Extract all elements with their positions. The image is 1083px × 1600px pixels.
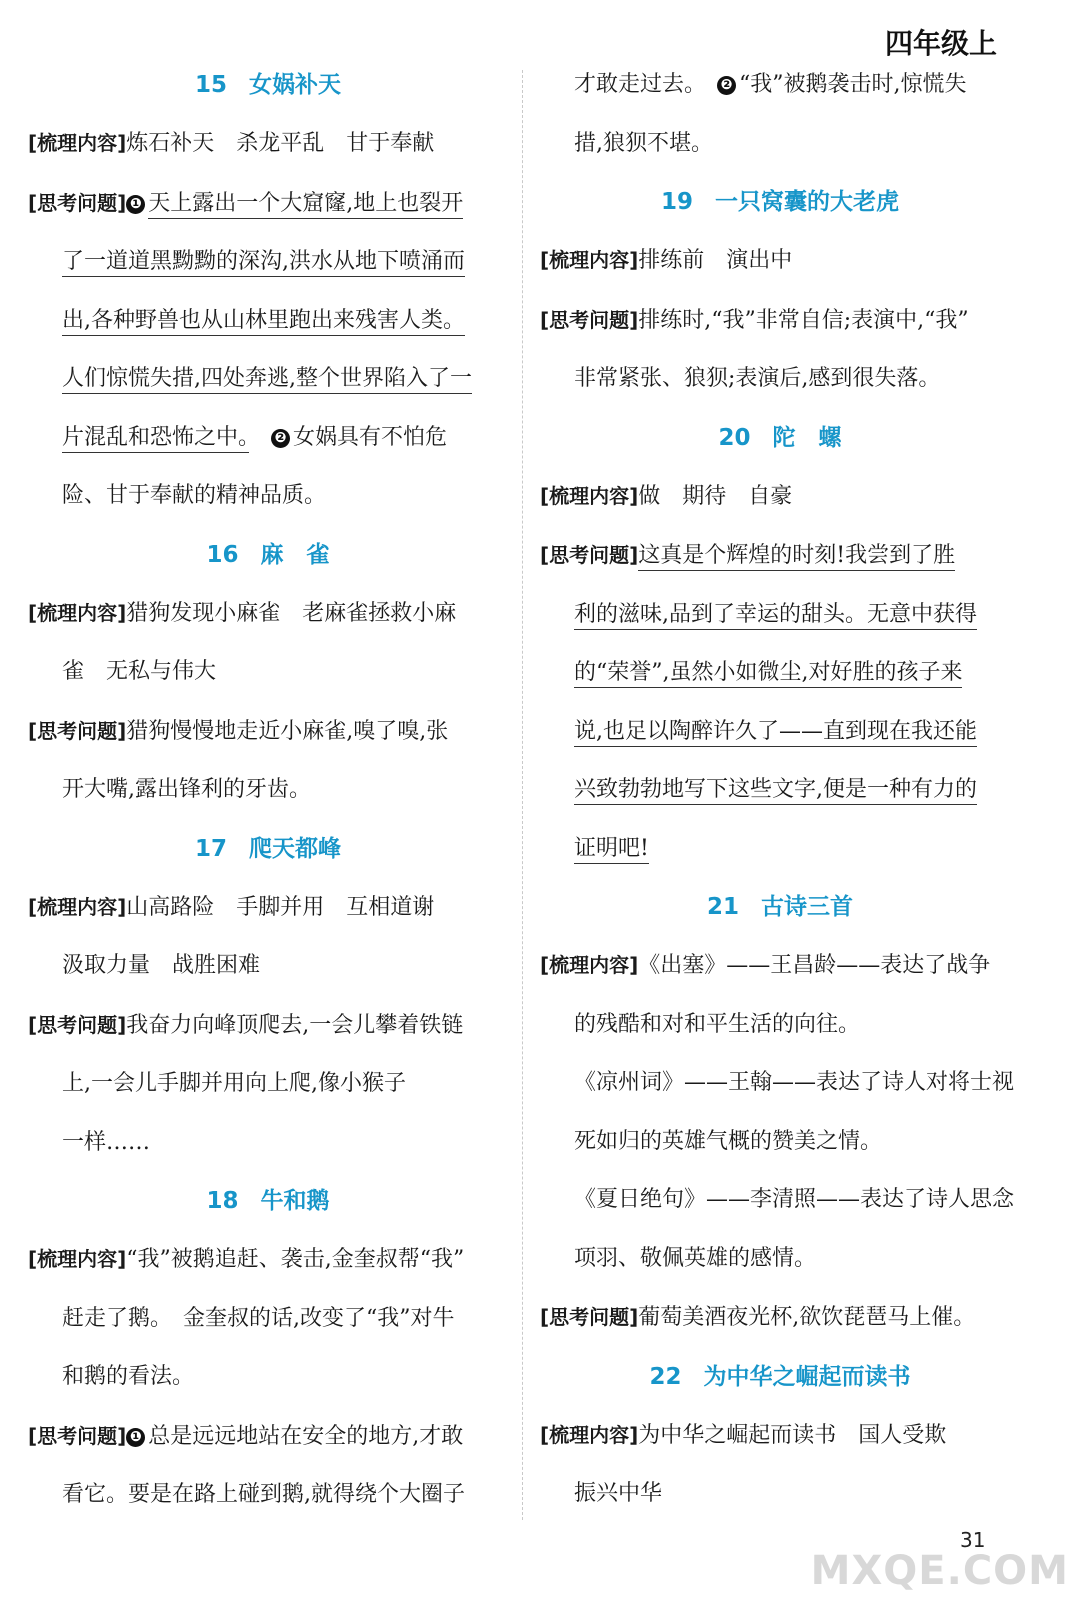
- underlined-answer: 证明吧!: [574, 836, 649, 864]
- right-column: [540, 56, 1020, 1524]
- lesson-number: 15: [194, 72, 227, 98]
- page-number: 31: [960, 1528, 986, 1552]
- underlined-answer: 说,也足以陶醉许久了——直到现在我还能: [574, 719, 977, 747]
- lesson-number: 22: [649, 1363, 682, 1390]
- left-column: [28, 56, 508, 1525]
- underlined-answer: 这真是个辉煌的时刻!我尝到了胜: [638, 543, 955, 571]
- number-2-marker: ❷: [271, 429, 290, 448]
- lesson-16-title: [28, 526, 508, 584]
- content-text: 汲取力量 战胜困难: [62, 953, 261, 978]
- answer-text: 开大嘴,露出锋利的牙齿。: [62, 777, 311, 802]
- question-label: [思考问题]: [540, 307, 639, 332]
- underlined-answer: 的“荣誉”,虽然小如微尘,对好胜的孩子来: [574, 660, 962, 688]
- question-label: [思考问题]: [28, 1012, 127, 1037]
- content-label: [梳理内容]: [540, 1422, 639, 1447]
- underlined-answer: 利的滋味,品到了幸运的甜头。无意中获得: [574, 602, 977, 630]
- answer-text: 看它。要是在路上碰到鹅,就得绕个大圈子: [62, 1482, 465, 1507]
- content-text: 死如归的英雄气概的赞美之情。: [574, 1128, 883, 1154]
- content-text: 山高路险 手脚并用 互相道谢: [126, 894, 435, 920]
- lesson-name: 为中华之崛起而读书: [703, 1363, 911, 1390]
- lesson-name: 古诗三首: [761, 894, 853, 920]
- number-1-marker: ❶: [126, 195, 145, 214]
- answer-text: 非常紧张、狼狈;表演后,感到很失落。: [574, 366, 941, 391]
- content-text: 《出塞》——王昌龄——表达了战争: [638, 953, 991, 978]
- content-label: [梳理内容]: [28, 600, 127, 625]
- content-text: 的残酷和对和平生活的向往。: [574, 1011, 861, 1037]
- content-text: 项羽、敬佩英雄的感情。: [574, 1245, 817, 1271]
- lesson-18-question-continued: [540, 56, 1020, 173]
- answer-text: 总是远远地站在安全的地方,才敢: [148, 1423, 464, 1449]
- content-text: 《夏日绝句》——李清照——表达了诗人思念: [574, 1187, 1015, 1212]
- question-label: [思考问题]: [28, 718, 127, 743]
- lesson-18-content: [28, 1230, 508, 1407]
- answer-text: 险、甘于奉献的精神品质。: [62, 483, 327, 508]
- lesson-21-content: [540, 936, 1020, 1288]
- lesson-17-question: [28, 996, 508, 1173]
- number-2-marker: ❷: [717, 76, 736, 95]
- underlined-answer: 天上露出一个大窟窿,地上也裂开: [148, 191, 463, 219]
- lesson-16-content: [28, 584, 508, 702]
- underlined-answer: 人们惊慌失措,四处奔逃,整个世界陷入了一: [62, 366, 472, 394]
- lesson-number: 21: [706, 894, 739, 920]
- underlined-answer: 兴致勃勃地写下这些文字,便是一种有力的: [574, 777, 977, 805]
- lesson-21-title: [540, 878, 1020, 936]
- lesson-number: 20: [718, 424, 751, 451]
- lesson-20-content: [540, 467, 1020, 527]
- watermark: MXQE.COM: [810, 1548, 1069, 1594]
- lesson-21-question: [540, 1288, 1020, 1348]
- question-label: [思考问题]: [540, 543, 639, 567]
- number-1-marker: ❶: [126, 1428, 145, 1447]
- content-label: [梳理内容]: [540, 248, 639, 272]
- lesson-name: 牛和鹅: [260, 1188, 330, 1214]
- lesson-18-title: [28, 1172, 508, 1230]
- lesson-number: 17: [194, 835, 227, 862]
- column-divider: [522, 70, 523, 1520]
- content-text: 排练前 演出中: [638, 248, 793, 273]
- content-text: 猎狗发现小麻雀 老麻雀拯救小麻: [126, 600, 457, 626]
- lesson-16-question: [28, 702, 508, 820]
- lesson-name: 麻 雀: [260, 541, 330, 568]
- content-label: [梳理内容]: [540, 953, 639, 977]
- underlined-answer: 片混乱和恐怖之中。: [62, 425, 249, 453]
- content-label: [梳理内容]: [28, 1247, 127, 1271]
- lesson-number: 19: [660, 189, 693, 215]
- content-text: 《凉州词》——王翰——表达了诗人对将士视: [574, 1070, 1015, 1095]
- lesson-22-title: [540, 1348, 1020, 1406]
- lesson-22-content: [540, 1406, 1020, 1524]
- lesson-20-title: [540, 409, 1020, 467]
- content-label: [梳理内容]: [28, 894, 127, 919]
- content-label: [梳理内容]: [540, 483, 639, 508]
- content-text: 赶走了鹅。 金奎叔的话,改变了“我”对牛: [62, 1305, 455, 1331]
- lesson-19-title: [540, 173, 1020, 231]
- lesson-15-content: [28, 114, 508, 174]
- lesson-number: 16: [206, 541, 239, 568]
- lesson-20-question: [540, 526, 1020, 878]
- content-text: 振兴中华: [574, 1481, 663, 1506]
- content-text: “我”被鹅追赶、袭击,金奎叔帮“我”: [126, 1247, 465, 1272]
- content-text: 炼石补天 杀龙平乱 甘于奉献: [126, 131, 435, 156]
- content-text: 和鹅的看法。: [62, 1364, 195, 1389]
- question-label: [思考问题]: [540, 1305, 639, 1329]
- lesson-15-question: [28, 174, 508, 526]
- lesson-15-title: [28, 56, 508, 114]
- lesson-19-content: [540, 231, 1020, 291]
- content-label: [梳理内容]: [28, 131, 127, 155]
- underlined-answer: 出,各种野兽也从山林里跑出来残害人类。: [62, 308, 465, 336]
- question-label: [思考问题]: [28, 190, 127, 215]
- answer-text: 上,一会儿手脚并用向上爬,像小猴子: [62, 1071, 406, 1096]
- lesson-17-content: [28, 878, 508, 996]
- answer-text: 措,狼狈不堪。: [574, 130, 713, 156]
- lesson-17-title: [28, 820, 508, 878]
- answer-text: 葡萄美酒夜光杯,欲饮琵琶马上催。: [638, 1305, 976, 1330]
- answer-text: 猎狗慢慢地走近小麻雀,嗅了嗅,张: [126, 718, 449, 744]
- lesson-name: 女娲补天: [249, 72, 341, 98]
- lesson-number: 18: [206, 1188, 239, 1214]
- content-text: 为中华之崛起而读书 国人受欺: [638, 1422, 947, 1448]
- answer-text: 一样……: [62, 1129, 151, 1155]
- lesson-name: 爬天都峰: [249, 835, 341, 862]
- answer-text: 排练时,“我”非常自信;表演中,“我”: [638, 307, 969, 333]
- question-label: [思考问题]: [28, 1423, 127, 1448]
- content-text: 雀 无私与伟大: [62, 659, 217, 684]
- lesson-18-question: [28, 1407, 508, 1525]
- lesson-name: 陀 螺: [772, 424, 842, 451]
- lesson-name: 一只窝囊的大老虎: [715, 189, 899, 215]
- grade-header: 四年级上: [884, 27, 997, 60]
- answer-text: 女娲具有不怕危: [293, 424, 448, 450]
- content-text: 做 期待 自豪: [638, 483, 793, 509]
- answer-text: “我”被鹅袭击时,惊慌失: [739, 72, 967, 97]
- underlined-answer: 了一道道黑黝黝的深沟,洪水从地下喷涌而: [62, 249, 465, 277]
- answer-text: 我奋力向峰顶爬去,一会儿攀着铁链: [126, 1012, 464, 1038]
- lesson-19-question: [540, 291, 1020, 409]
- answer-text: 才敢走过去。: [574, 72, 696, 97]
